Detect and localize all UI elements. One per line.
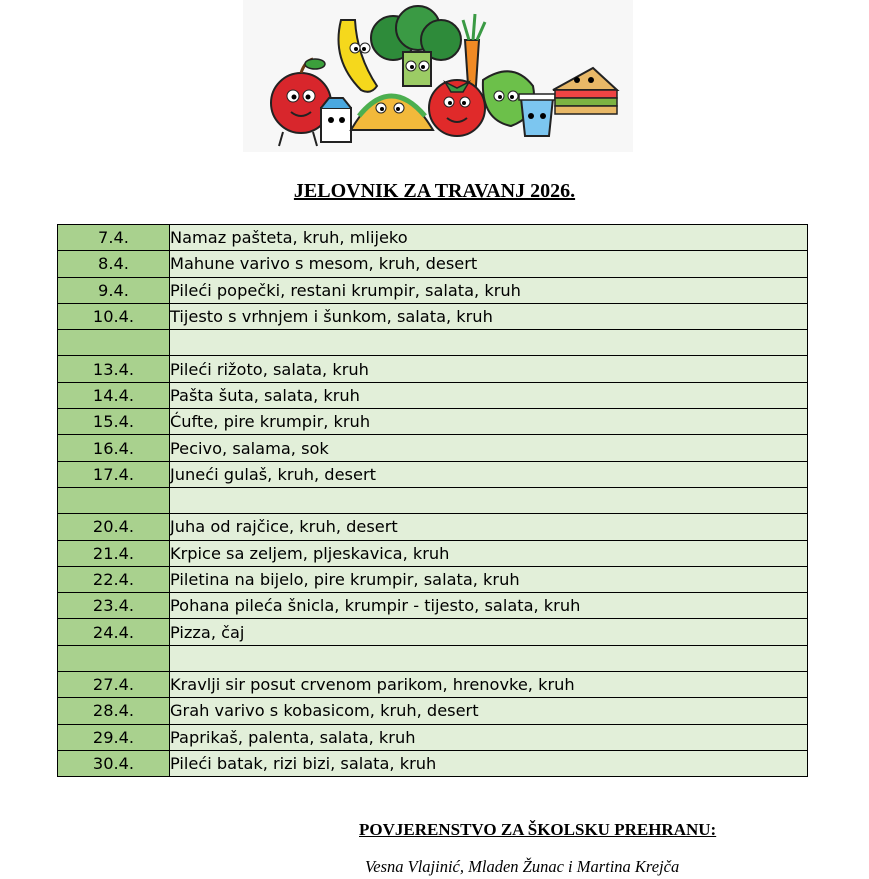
- menu-meal-cell: [170, 487, 808, 513]
- menu-date-cell: 10.4.: [58, 303, 170, 329]
- menu-meal-cell: Juneći gulaš, kruh, desert: [170, 461, 808, 487]
- menu-date-cell: 14.4.: [58, 382, 170, 408]
- menu-date-cell: [58, 487, 170, 513]
- table-row: [58, 540, 808, 566]
- table-row: [58, 566, 808, 592]
- table-row: [58, 750, 808, 776]
- menu-meal-cell: Juha od rajčice, kruh, desert: [170, 514, 808, 540]
- table-row: [58, 303, 808, 329]
- menu-meal-cell: [170, 645, 808, 671]
- menu-meal-cell: Paprikaš, palenta, salata, kruh: [170, 724, 808, 750]
- menu-date-cell: 17.4.: [58, 461, 170, 487]
- menu-meal-cell: Namaz pašteta, kruh, mlijeko: [170, 225, 808, 251]
- table-row: [58, 724, 808, 750]
- yogurt-cup-icon: [519, 94, 555, 136]
- menu-date-cell: 28.4.: [58, 698, 170, 724]
- menu-date-cell: 30.4.: [58, 750, 170, 776]
- menu-date-cell: 29.4.: [58, 724, 170, 750]
- menu-meal-cell: [170, 330, 808, 356]
- menu-meal-cell: Pileći rižoto, salata, kruh: [170, 356, 808, 382]
- menu-date-cell: 27.4.: [58, 672, 170, 698]
- menu-meal-cell: Pileći popečki, restani krumpir, salata, kruh: [170, 277, 808, 303]
- table-row: [58, 330, 808, 356]
- menu-meal-cell: Grah varivo s kobasicom, kruh, desert: [170, 698, 808, 724]
- menu-meal-cell: Pecivo, salama, sok: [170, 435, 808, 461]
- menu-table: [57, 224, 808, 777]
- menu-meal-cell: Pohana pileća šnicla, krumpir - tijesto, salata, kruh: [170, 593, 808, 619]
- table-row: [58, 225, 808, 251]
- menu-date-cell: 16.4.: [58, 435, 170, 461]
- menu-meal-cell: Tijesto s vrhnjem i šunkom, salata, kruh: [170, 303, 808, 329]
- menu-meal-cell: Krpice sa zeljem, pljeskavica, kruh: [170, 540, 808, 566]
- menu-date-cell: 8.4.: [58, 251, 170, 277]
- table-row: [58, 645, 808, 671]
- food-characters-illustration: [243, 0, 633, 152]
- menu-meal-cell: Pileći batak, rizi bizi, salata, kruh: [170, 750, 808, 776]
- table-row: [58, 487, 808, 513]
- table-row: [58, 382, 808, 408]
- table-row: [58, 277, 808, 303]
- milk-carton-icon: [321, 98, 351, 142]
- menu-date-cell: 21.4.: [58, 540, 170, 566]
- table-row: [58, 593, 808, 619]
- menu-date-cell: 7.4.: [58, 225, 170, 251]
- table-row: [58, 698, 808, 724]
- committee-members: Vesna Vlajinić, Mladen Žunac i Martina Krejča: [365, 857, 680, 876]
- menu-meal-cell: Pašta šuta, salata, kruh: [170, 382, 808, 408]
- table-row: [58, 619, 808, 645]
- menu-date-cell: 9.4.: [58, 277, 170, 303]
- menu-date-cell: 22.4.: [58, 566, 170, 592]
- menu-date-cell: 24.4.: [58, 619, 170, 645]
- page-title: JELOVNIK ZA TRAVANJ 2026.: [293, 180, 576, 202]
- committee-heading: POVJERENSTVO ZA ŠKOLSKU PREHRANU:: [359, 820, 717, 839]
- tomato-icon: [429, 80, 485, 136]
- menu-date-cell: [58, 645, 170, 671]
- table-row: [58, 409, 808, 435]
- table-row: [58, 356, 808, 382]
- table-row: [58, 461, 808, 487]
- menu-meal-cell: Ćufte, pire krumpir, kruh: [170, 409, 808, 435]
- menu-meal-cell: Pizza, čaj: [170, 619, 808, 645]
- menu-date-cell: 15.4.: [58, 409, 170, 435]
- table-row: [58, 251, 808, 277]
- table-row: [58, 435, 808, 461]
- menu-date-cell: [58, 330, 170, 356]
- menu-meal-cell: Mahune varivo s mesom, kruh, desert: [170, 251, 808, 277]
- menu-meal-cell: Kravlji sir posut crvenom parikom, hrenovke, kruh: [170, 672, 808, 698]
- table-row: [58, 514, 808, 540]
- menu-date-cell: 13.4.: [58, 356, 170, 382]
- menu-date-cell: 20.4.: [58, 514, 170, 540]
- menu-date-cell: 23.4.: [58, 593, 170, 619]
- table-row: [58, 672, 808, 698]
- menu-meal-cell: Piletina na bijelo, pire krumpir, salata, kruh: [170, 566, 808, 592]
